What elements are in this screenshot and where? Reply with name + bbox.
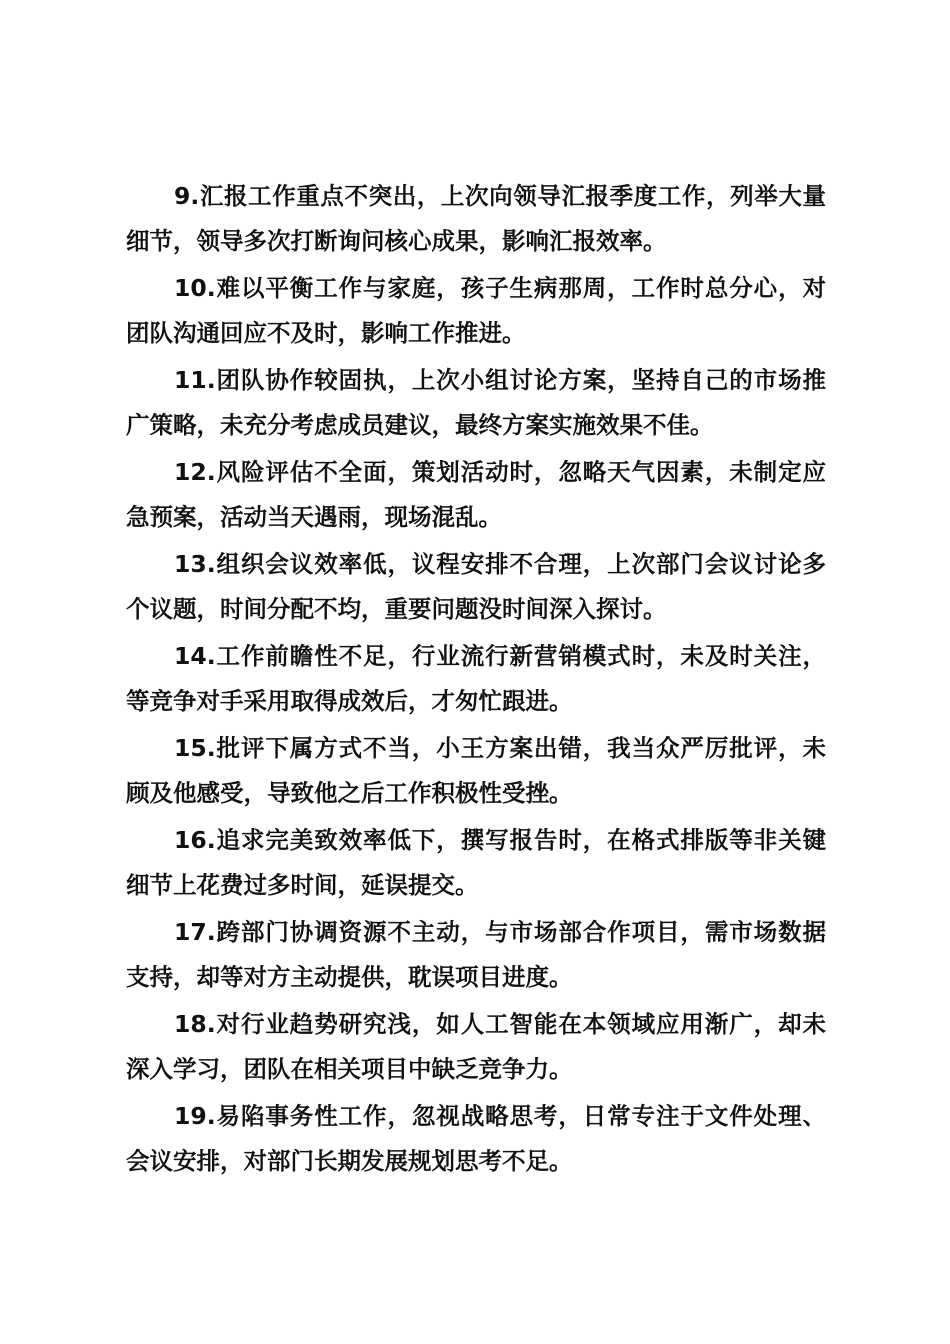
paragraph-item-16: 16.追求完美致效率低下，撰写报告时，在格式排版等非关键细节上花费过多时间，延误提交。 <box>126 826 826 899</box>
paragraph-item-19: 19.易陷事务性工作，忽视战略思考，日常专注于文件处理、会议安排，对部门长期发展规划思考不足。 <box>126 1102 826 1175</box>
paragraph-item-15: 15.批评下属方式不当，小王方案出错，我当众严厉批评，未顾及他感受，导致他之后工作积极性受挫。 <box>126 734 826 807</box>
document-page <box>126 174 826 1186</box>
paragraph-item-11: 11.团队协作较固执，上次小组讨论方案，坚持自己的市场推广策略，未充分考虑成员建议，最终方案实施效果不佳。 <box>126 366 826 439</box>
paragraph-item-17: 17.跨部门协调资源不主动，与市场部合作项目，需市场数据支持，却等对方主动提供，耽误项目进度。 <box>126 918 826 991</box>
paragraph-item-13: 13.组织会议效率低，议程安排不合理，上次部门会议讨论多个议题，时间分配不均，重要问题没时间深入探讨。 <box>126 550 826 623</box>
paragraph-item-18: 18.对行业趋势研究浅，如人工智能在本领域应用渐广，却未深入学习，团队在相关项目中缺乏竞争力。 <box>126 1010 826 1083</box>
paragraph-item-10: 10.难以平衡工作与家庭，孩子生病那周，工作时总分心，对团队沟通回应不及时，影响工作推进。 <box>126 274 826 347</box>
paragraph-item-12: 12.风险评估不全面，策划活动时，忽略天气因素，未制定应急预案，活动当天遇雨，现场混乱。 <box>126 458 826 531</box>
paragraph-item-14: 14.工作前瞻性不足，行业流行新营销模式时，未及时关注，等竞争对手采用取得成效后，才匆忙跟进。 <box>126 642 826 715</box>
paragraph-item-9: 9.汇报工作重点不突出，上次向领导汇报季度工作，列举大量细节，领导多次打断询问核心成果，影响汇报效率。 <box>126 182 826 255</box>
